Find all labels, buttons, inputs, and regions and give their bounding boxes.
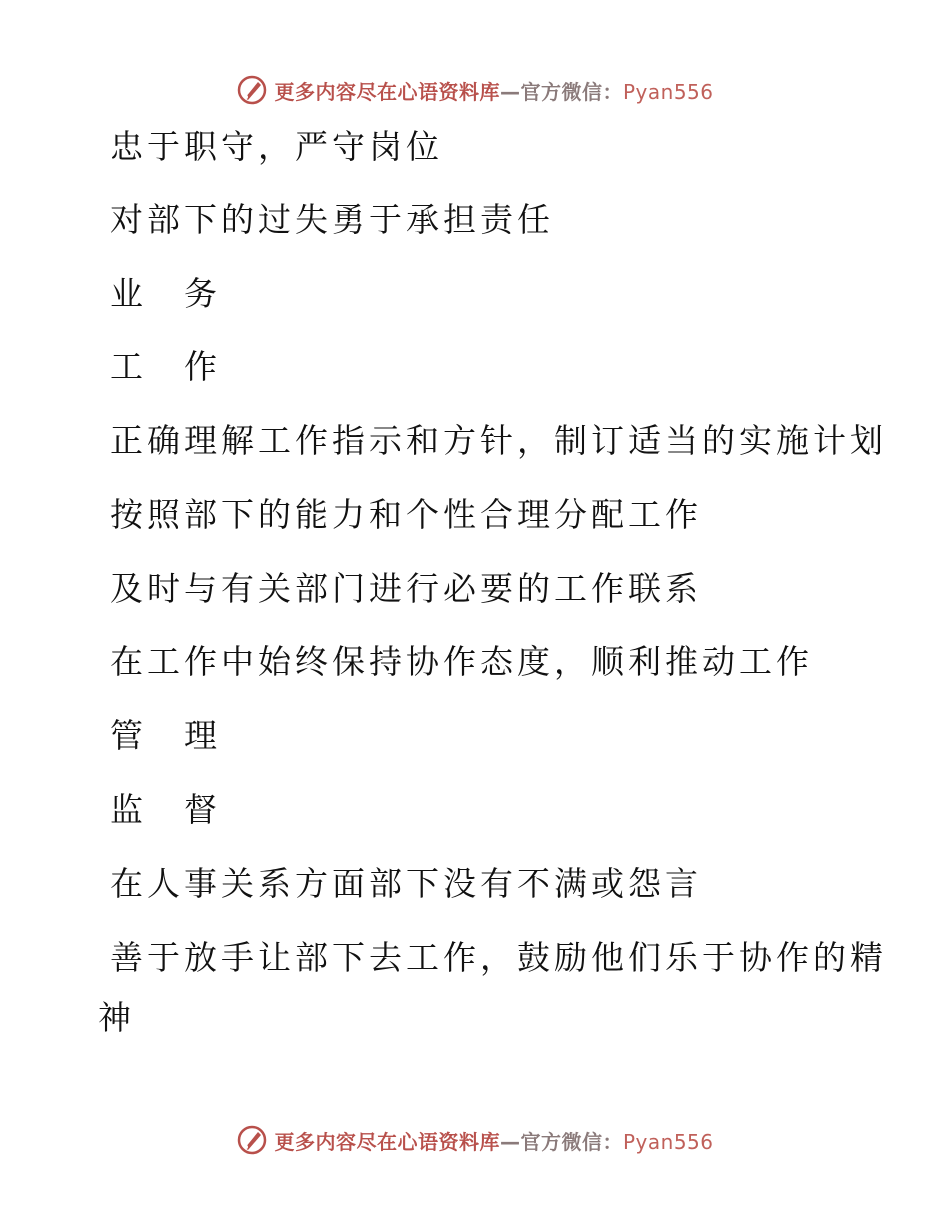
text-line: 对部下的过失勇于承担责任	[110, 200, 554, 239]
text-line: 按照部下的能力和个性合理分配工作	[110, 495, 702, 534]
text-line: 善于放手让部下去工作，鼓励他们乐于协作的精	[110, 938, 887, 977]
banner-title: 更多内容尽在心语资料库	[274, 1129, 500, 1154]
quill-pen-logo-icon	[236, 74, 268, 106]
text-line: 神	[98, 998, 135, 1037]
text-line: 监 督	[110, 790, 221, 829]
text-line: 及时与有关部门进行必要的工作联系	[110, 569, 702, 608]
text-line: 在人事关系方面部下没有不满或怨言	[110, 864, 702, 903]
text-line: 在工作中始终保持协作态度，顺利推动工作	[110, 642, 813, 681]
text-line: 工 作	[110, 347, 221, 386]
banner-wechat-label: —官方微信：	[499, 79, 623, 104]
text-line: 正确理解工作指示和方针，制订适当的实施计划	[110, 421, 887, 460]
banner-text	[274, 76, 713, 105]
banner-wechat-id: Pyan556	[622, 79, 714, 104]
text-line: 忠于职守，严守岗位	[110, 127, 443, 166]
quill-pen-logo-icon	[236, 1124, 268, 1156]
text-line: 业 务	[110, 274, 221, 313]
banner-content	[236, 74, 713, 106]
banner-content	[236, 1124, 713, 1156]
text-line: 管 理	[110, 716, 221, 755]
banner-text	[274, 1126, 713, 1155]
banner-wechat-label: —官方微信：	[499, 1129, 623, 1154]
header-banner	[0, 70, 950, 110]
banner-title: 更多内容尽在心语资料库	[274, 79, 500, 104]
footer-banner	[0, 1120, 950, 1160]
banner-wechat-id: Pyan556	[622, 1129, 714, 1154]
